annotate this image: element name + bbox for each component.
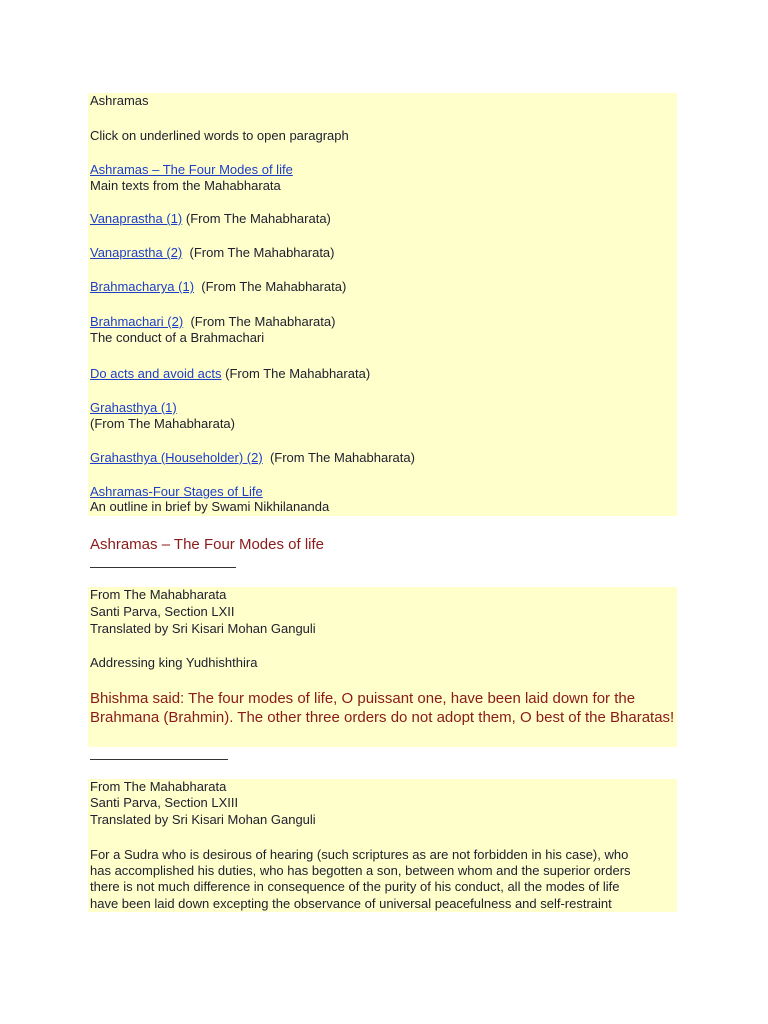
index-entry — [90, 162, 293, 178]
section1-heading: Ashramas – The Four Modes of life — [90, 536, 324, 553]
index-title: Ashramas — [90, 93, 149, 108]
link-grahasthya-householder-2[interactable]: Grahasthya (Householder) (2) — [90, 450, 263, 465]
index-entry-note: (From The Mahabharata) — [225, 366, 371, 381]
index-entry — [90, 400, 177, 416]
section1-source: From The Mahabharata — [90, 587, 227, 602]
index-entry-sub: An outline in brief by Swami Nikhilananda — [90, 499, 330, 514]
link-ashramas-four-modes[interactable]: Ashramas – The Four Modes of life — [90, 162, 293, 177]
link-do-acts-avoid-acts[interactable]: Do acts and avoid acts — [90, 366, 222, 381]
index-entry-sub: Main texts from the Mahabharata — [90, 178, 281, 193]
index-entry-note: (From The Mahabharata) — [201, 279, 347, 294]
index-entry — [90, 366, 370, 382]
section1-translator: Translated by Sri Kisari Mohan Ganguli — [90, 621, 316, 636]
section1-quote: Bhishma said: The four modes of life, O puissant one, have been laid down for the Brahmana (Brahmin). The other three orders do not adopt them, O best of the Bharatas! — [90, 690, 675, 726]
index-entry — [90, 484, 263, 500]
index-entry-note: (From The Mahabharata) — [189, 245, 335, 260]
index-entry — [90, 245, 335, 261]
section2-paragraph-line: For a Sudra who is desirous of hearing (such scriptures as are not forbidden in his case), who — [90, 847, 629, 862]
index-entry-note: (From The Mahabharata) — [190, 314, 336, 329]
index-entry-sub: The conduct of a Brahmachari — [90, 330, 265, 345]
link-grahasthya-1[interactable]: Grahasthya (1) — [90, 400, 177, 415]
index-entry-note: (From The Mahabharata) — [269, 450, 415, 465]
link-vanaprastha-2[interactable]: Vanaprastha (2) — [90, 245, 183, 260]
link-vanaprastha-1[interactable]: Vanaprastha (1) — [90, 211, 183, 226]
link-brahmachari-2[interactable]: Brahmachari (2) — [90, 314, 184, 329]
index-entry-sub: (From The Mahabharata) — [90, 416, 235, 431]
index-entry — [90, 211, 331, 227]
section2-translator: Translated by Sri Kisari Mohan Ganguli — [90, 812, 316, 827]
section1-divider — [90, 567, 236, 568]
section2-paragraph-line: have been laid down excepting the observance of universal peacefulness and self-restraint — [90, 896, 612, 911]
section1-addressing: Addressing king Yudhishthira — [90, 655, 258, 670]
index-entry — [90, 450, 415, 466]
index-entry — [90, 279, 346, 295]
link-ashramas-four-stages[interactable]: Ashramas-Four Stages of Life — [90, 484, 263, 499]
section2-parva: Santi Parva, Section LXIII — [90, 795, 239, 810]
index-instruction: Click on underlined words to open paragraph — [90, 128, 349, 143]
section2-paragraph-line: there is not much difference in consequence of the purity of his conduct, all the modes of life — [90, 879, 620, 894]
link-brahmacharya-1[interactable]: Brahmacharya (1) — [90, 279, 195, 294]
index-entry-note: (From The Mahabharata) — [185, 211, 331, 226]
section1-parva: Santi Parva, Section LXII — [90, 604, 235, 619]
section2-divider — [90, 759, 228, 760]
section2-source: From The Mahabharata — [90, 779, 227, 794]
index-entry — [90, 314, 335, 330]
section2-paragraph-line: has accomplished his duties, who has begotten a son, between whom and the superior orders — [90, 863, 631, 878]
